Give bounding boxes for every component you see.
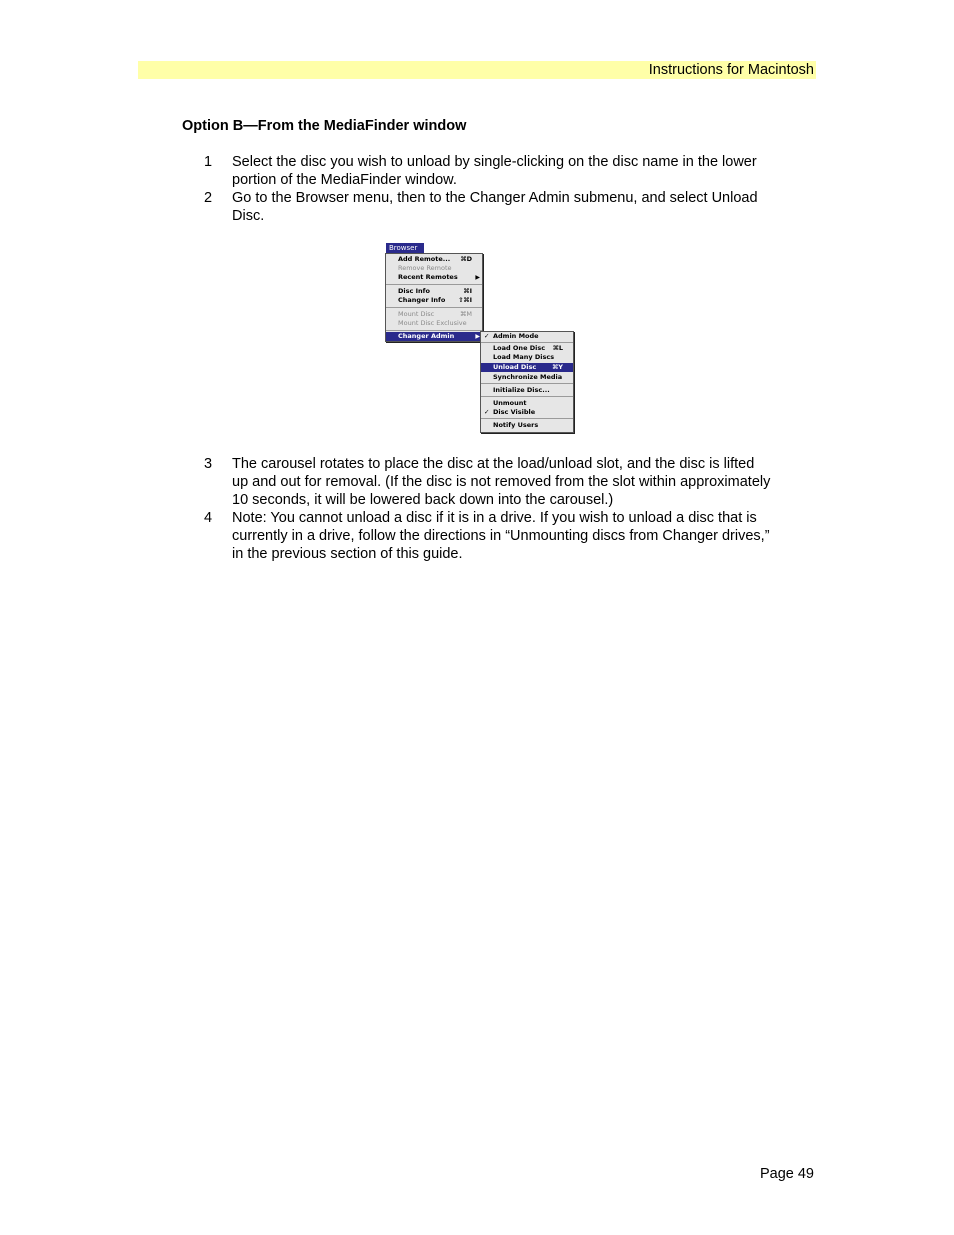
menu-separator [386, 307, 482, 308]
section-title: Option B—From the MediaFinder window [182, 118, 467, 134]
step-number: 1 [204, 154, 213, 170]
step-line: The carousel rotates to place the disc at the load/unload slot, and the disc is lifted [232, 456, 755, 472]
page-header [138, 61, 816, 79]
menu-separator [481, 396, 573, 397]
submenu-item-unload-disc[interactable] [481, 363, 573, 372]
menu-item-label: Disc Info [398, 287, 430, 295]
menu-separator [386, 284, 482, 285]
menu-separator [481, 418, 573, 419]
menu-item-label: Load Many Discs [493, 353, 555, 361]
step-number: 3 [204, 456, 213, 472]
menu-title-browser[interactable]: Browser [386, 243, 424, 253]
menu-item-mount-disc-exclusive[interactable] [386, 319, 482, 328]
step-text [232, 189, 806, 225]
submenu-arrow-icon: ▶ [475, 274, 480, 281]
step-text [232, 455, 806, 509]
submenu-item-disc-visible[interactable] [481, 408, 573, 417]
menu-item-label: Changer Admin [398, 332, 455, 340]
page-number: Page 49 [759, 1166, 814, 1182]
menu-item-add-remote[interactable] [386, 255, 482, 264]
menu-item-shortcut: ⇧⌘I [458, 296, 472, 304]
menu-item-shortcut: ⌘I [463, 287, 472, 295]
submenu-item-notify-users[interactable] [481, 421, 573, 430]
menu-item-label: Synchronize Media [493, 373, 563, 381]
check-icon: ✓ [484, 408, 490, 416]
menu-item-label: Unmount [493, 399, 527, 407]
menu-item-label: Remove Remote [398, 264, 452, 272]
menu-item-shortcut: ⌘Y [552, 363, 563, 371]
menu-item-label: Mount Disc [398, 310, 435, 318]
menu-item-label: Add Remote... [398, 255, 451, 263]
browser-menu [385, 253, 483, 342]
step-line: Disc. [232, 208, 265, 224]
submenu-item-admin-mode[interactable] [481, 332, 573, 341]
menu-item-shortcut: ⌘D [460, 255, 472, 263]
step-line: Go to the Browser menu, then to the Changer Admin submenu, and select Unload [232, 190, 758, 206]
step-line: up and out for removal. (If the disc is not removed from the slot within approximately [232, 474, 771, 490]
menu-item-remove-remote[interactable] [386, 264, 482, 273]
menu-item-label: Load One Disc [493, 344, 546, 352]
menu-separator [481, 342, 573, 343]
menu-item-label: Admin Mode [493, 332, 539, 340]
menu-item-shortcut: ⌘L [552, 344, 563, 352]
step-number: 2 [204, 190, 213, 206]
changer-admin-submenu [480, 331, 574, 433]
menu-item-label: Mount Disc Exclusive [398, 319, 467, 327]
menu-item-label: Initialize Disc... [493, 386, 550, 394]
menu-item-label: Recent Remotes [398, 273, 458, 281]
menu-item-changer-admin[interactable] [386, 332, 482, 341]
menu-item-label: Notify Users [493, 421, 539, 429]
submenu-arrow-icon: ▶ [475, 333, 480, 340]
submenu-item-load-one-disc[interactable] [481, 344, 573, 353]
step-line: currently in a drive, follow the directions in “Unmounting discs from Changer drives,” [232, 528, 770, 544]
browser-menu-screenshot [384, 241, 576, 435]
step-line: portion of the MediaFinder window. [232, 172, 457, 188]
menu-item-mount-disc[interactable] [386, 310, 482, 319]
step-line: Select the disc you wish to unload by single-clicking on the disc name in the lower [232, 154, 757, 170]
submenu-item-initialize-disc[interactable] [481, 386, 573, 395]
step-text [232, 509, 806, 563]
step-line: 10 seconds, it will be lowered back down into the carousel.) [232, 492, 614, 508]
check-icon: ✓ [484, 332, 490, 340]
menu-item-label: Disc Visible [493, 408, 536, 416]
step-number: 4 [204, 510, 213, 526]
menu-separator [481, 383, 573, 384]
menu-separator [386, 330, 482, 331]
header-title: Instructions for Macintosh [648, 62, 814, 78]
menu-item-disc-info[interactable] [386, 287, 482, 296]
menu-item-recent-remotes[interactable] [386, 273, 482, 282]
step-line: Note: You cannot unload a disc if it is in a drive. If you wish to unload a disc that is [232, 510, 757, 526]
step-line: in the previous section of this guide. [232, 546, 463, 562]
menu-item-label: Changer Info [398, 296, 446, 304]
menu-item-changer-info[interactable] [386, 296, 482, 305]
submenu-item-load-many-discs[interactable] [481, 353, 573, 362]
submenu-item-unmount[interactable] [481, 399, 573, 408]
menu-item-label: Unload Disc [493, 363, 537, 371]
submenu-item-synchronize-media[interactable] [481, 373, 573, 382]
menu-item-shortcut: ⌘M [459, 310, 472, 318]
step-text [232, 153, 806, 189]
